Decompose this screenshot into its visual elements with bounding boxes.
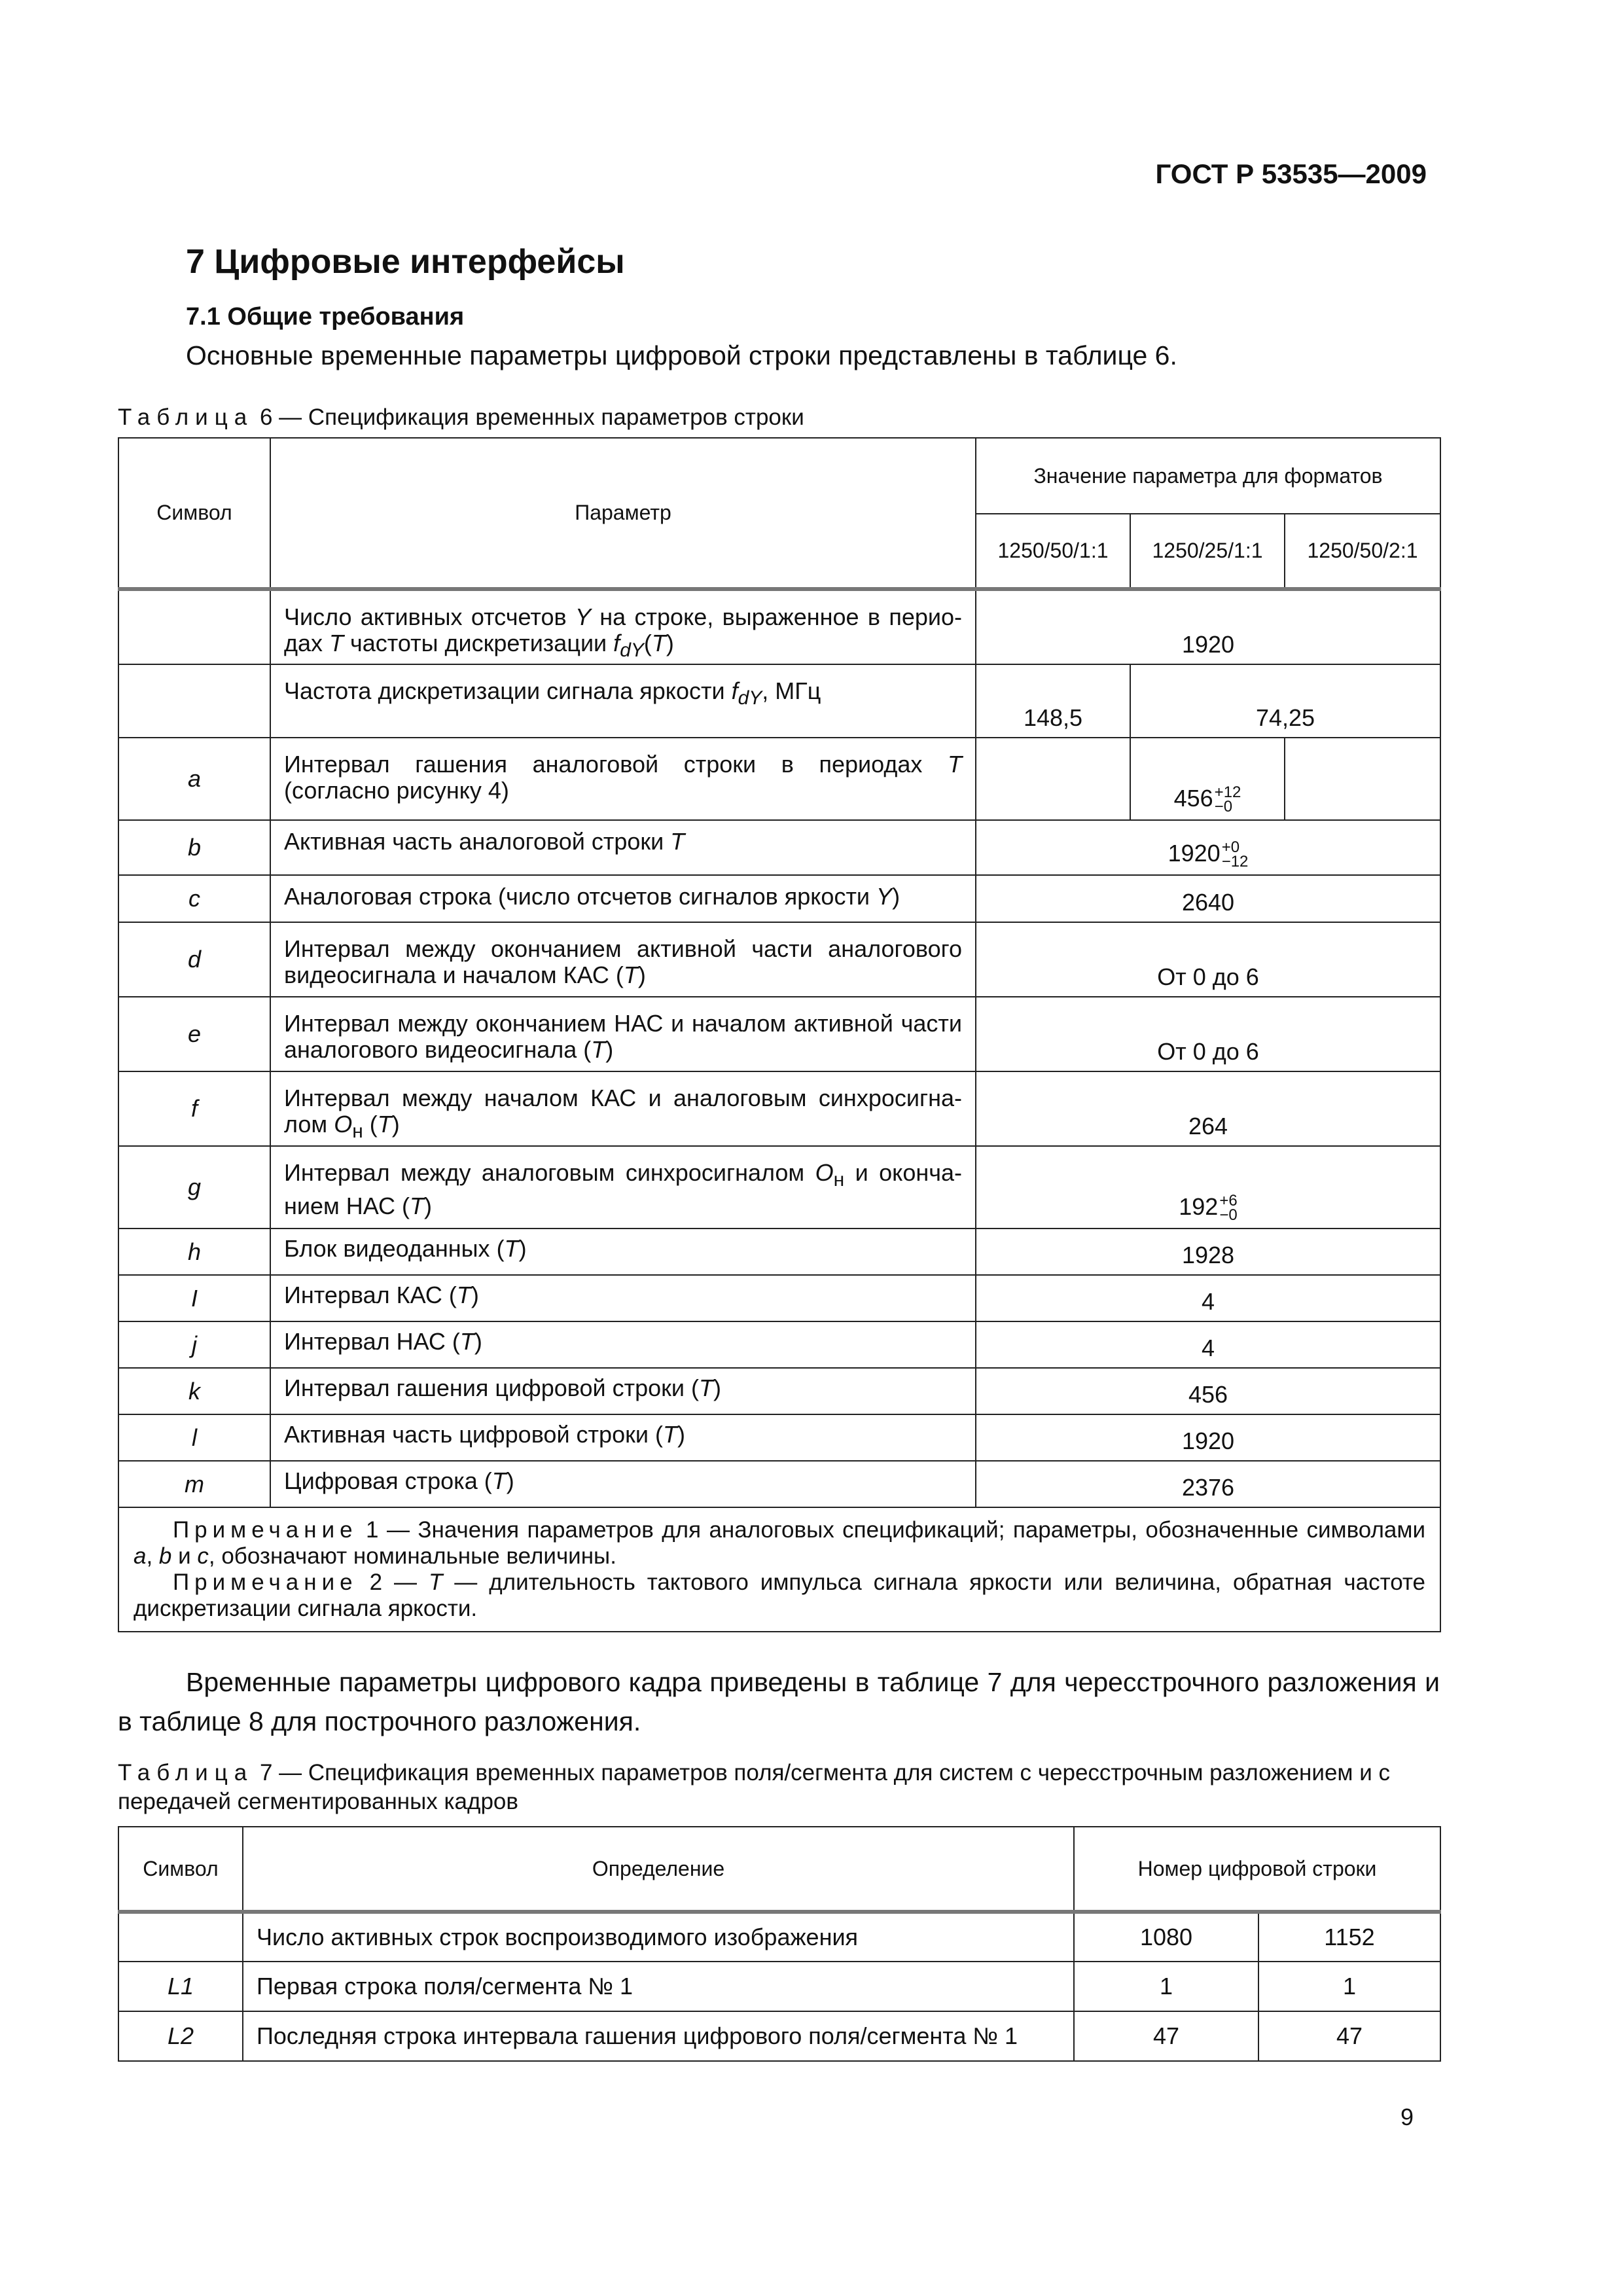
value-cell: 1928 <box>976 1229 1440 1275</box>
value-cell: 47 <box>1258 2011 1440 2061</box>
symbol-cell <box>118 664 270 738</box>
value-cell: 1920 <box>976 1414 1440 1461</box>
table7-header-line-number: Номер цифровой строки <box>1074 1827 1440 1912</box>
value-cell-empty <box>976 738 1130 820</box>
table-row <box>118 1962 1440 2011</box>
table-row <box>118 1275 1440 1321</box>
parameter-cell: Число активных отсчетов Y на строке, выраженное в периодах T частоты дискретизации $f_{dY}(T)$ <box>270 589 976 664</box>
symbol-cell: a <box>118 738 270 820</box>
table-row <box>118 875 1440 922</box>
page-number: 9 <box>1400 2104 1414 2130</box>
table-row <box>118 1912 1440 1962</box>
definition-cell: Последняя строка интервала гашения цифрового поля/сегмента № 1 <box>243 2011 1074 2061</box>
parameter-cell: Активная часть цифровой строки (T) <box>270 1414 976 1461</box>
table-row <box>118 922 1440 997</box>
symbol-cell: l <box>118 1414 270 1461</box>
table7-caption-text: 7 — Спецификация временных параметров поля/сегмента для систем с чересстрочным разложением и с передачей сегментированных кадров <box>118 1760 1390 1814</box>
value-cell: 1920 +0 −12 <box>976 820 1440 875</box>
symbol-cell: b <box>118 820 270 875</box>
table6-caption-text: 6 — Спецификация временных параметров строки <box>259 404 804 430</box>
section-title: 7 Цифровые интерфейсы <box>186 243 625 281</box>
symbol-cell: d <box>118 922 270 997</box>
table-row <box>118 664 1440 738</box>
table7-caption <box>118 1759 1440 1816</box>
table6-caption <box>118 404 804 431</box>
symbol-cell: c <box>118 875 270 922</box>
value-cell: 2640 <box>976 875 1440 922</box>
table7-header-symbol: Символ <box>118 1827 243 1912</box>
table6-caption-label: Таблица <box>118 404 254 430</box>
parameter-cell: Интервал НАС (T) <box>270 1321 976 1368</box>
definition-cell: Число активных строк воспроизводимого изображения <box>243 1912 1074 1962</box>
table-row <box>118 2011 1440 2061</box>
value-cell: 4 <box>976 1321 1440 1368</box>
parameter-cell: Цифровая строка (T) <box>270 1461 976 1507</box>
symbol-cell: L2 <box>118 2011 243 2061</box>
table7-header-definition: Определение <box>243 1827 1074 1912</box>
symbol-cell: h <box>118 1229 270 1275</box>
table7-caption-label: Таблица <box>118 1760 254 1785</box>
value-cell: 1 <box>1074 1962 1258 2011</box>
table-row <box>118 820 1440 875</box>
parameter-cell: Интервал гашения цифровой строки (T) <box>270 1368 976 1414</box>
table6-notes-row <box>118 1507 1440 1632</box>
definition-cell: Первая строка поля/сегмента № 1 <box>243 1962 1074 2011</box>
symbol-cell: g <box>118 1146 270 1229</box>
symbol-cell: j <box>118 1321 270 1368</box>
parameter-cell: Активная часть аналоговой строки T <box>270 820 976 875</box>
table6-header-format-3: 1250/50/2:1 <box>1285 514 1440 589</box>
table-row <box>118 1414 1440 1461</box>
parameter-cell: Аналоговая строка (число отсчетов сигналов яркости Y) <box>270 875 976 922</box>
table-row <box>118 997 1440 1071</box>
value-cell: 264 <box>976 1071 1440 1146</box>
symbol-cell <box>118 589 270 664</box>
table6-header-parameter: Параметр <box>270 438 976 589</box>
symbol-cell: f <box>118 1071 270 1146</box>
table7 <box>118 1826 1441 2062</box>
table-row <box>118 1461 1440 1507</box>
value-cell: 1080 <box>1074 1912 1258 1962</box>
symbol-cell: I <box>118 1275 270 1321</box>
table-row <box>118 738 1440 820</box>
note-2: Примечание 2 — T — длительность тактового импульса сигнала яркости или величина, обратная частоте дискретизации сигнала яркости. <box>134 1570 1425 1622</box>
value-cell: 192 +6 −0 <box>976 1146 1440 1229</box>
value-cell-empty <box>1285 738 1440 820</box>
subsection-title: 7.1 Общие требования <box>186 303 465 331</box>
value-cell: 148,5 <box>976 664 1130 738</box>
intro-paragraph: Основные временные параметры цифровой строки представлены в таблице 6. <box>186 340 1177 370</box>
symbol-cell: e <box>118 997 270 1071</box>
table6-notes <box>118 1507 1440 1632</box>
value-cell: 456 <box>976 1368 1440 1414</box>
table-row <box>118 1321 1440 1368</box>
parameter-cell: Интервал между аналоговым синхросигналом $O_н$ и окончанием НАС (T) <box>270 1146 976 1229</box>
parameter-cell: Интервал между окончанием НАС и началом активной части аналогового видеосигнала (T) <box>270 997 976 1071</box>
symbol-cell: k <box>118 1368 270 1414</box>
value-cell: От 0 до 6 <box>976 997 1440 1071</box>
table-row <box>118 1368 1440 1414</box>
value-cell: 1 <box>1258 1962 1440 2011</box>
value-cell: 4 <box>976 1275 1440 1321</box>
table-row <box>118 1146 1440 1229</box>
table6-header-format-2: 1250/25/1:1 <box>1130 514 1285 589</box>
table6-header-value-group: Значение параметра для форматов <box>976 438 1440 514</box>
symbol-cell: m <box>118 1461 270 1507</box>
value-cell: 2376 <box>976 1461 1440 1507</box>
parameter-cell: Интервал КАС (T) <box>270 1275 976 1321</box>
parameter-cell: Интервал между началом КАС и аналоговым синхросигналом $O_н$ (T) <box>270 1071 976 1146</box>
table6 <box>118 437 1441 1632</box>
value-cell: 456 +12 −0 <box>1130 738 1285 820</box>
table-row <box>118 1229 1440 1275</box>
value-cell: 1152 <box>1258 1912 1440 1962</box>
table6-header-format-1: 1250/50/1:1 <box>976 514 1130 589</box>
note-1: Примечание 1 — Значения параметров для аналоговых спецификаций; параметры, обозначенные символами a, b и c, обозначают номинальные величины. <box>134 1517 1425 1570</box>
value-cell: От 0 до 6 <box>976 922 1440 997</box>
table-row <box>118 589 1440 664</box>
standard-header: ГОСТ Р 53535—2009 <box>1155 158 1427 189</box>
value-cell: 1920 <box>976 589 1440 664</box>
table-row <box>118 1071 1440 1146</box>
value-cell: 74,25 <box>1130 664 1440 738</box>
parameter-cell: Интервал гашения аналоговой строки в периодах T (согласно рисунку 4) <box>270 738 976 820</box>
value-cell: 47 <box>1074 2011 1258 2061</box>
parameter-cell: Частота дискретизации сигнала яркости $f_{dY}$, МГц <box>270 664 976 738</box>
symbol-cell: L1 <box>118 1962 243 2011</box>
table6-header-symbol: Символ <box>118 438 270 589</box>
parameter-cell: Блок видеоданных (T) <box>270 1229 976 1275</box>
body-paragraph: Временные параметры цифрового кадра приведены в таблице 7 для чересстрочного разложения и в таблице 8 для построчного разложения. <box>118 1667 1440 1736</box>
parameter-cell: Интервал между окончанием активной части аналогового видеосигнала и началом КАС (T) <box>270 922 976 997</box>
symbol-cell <box>118 1912 243 1962</box>
